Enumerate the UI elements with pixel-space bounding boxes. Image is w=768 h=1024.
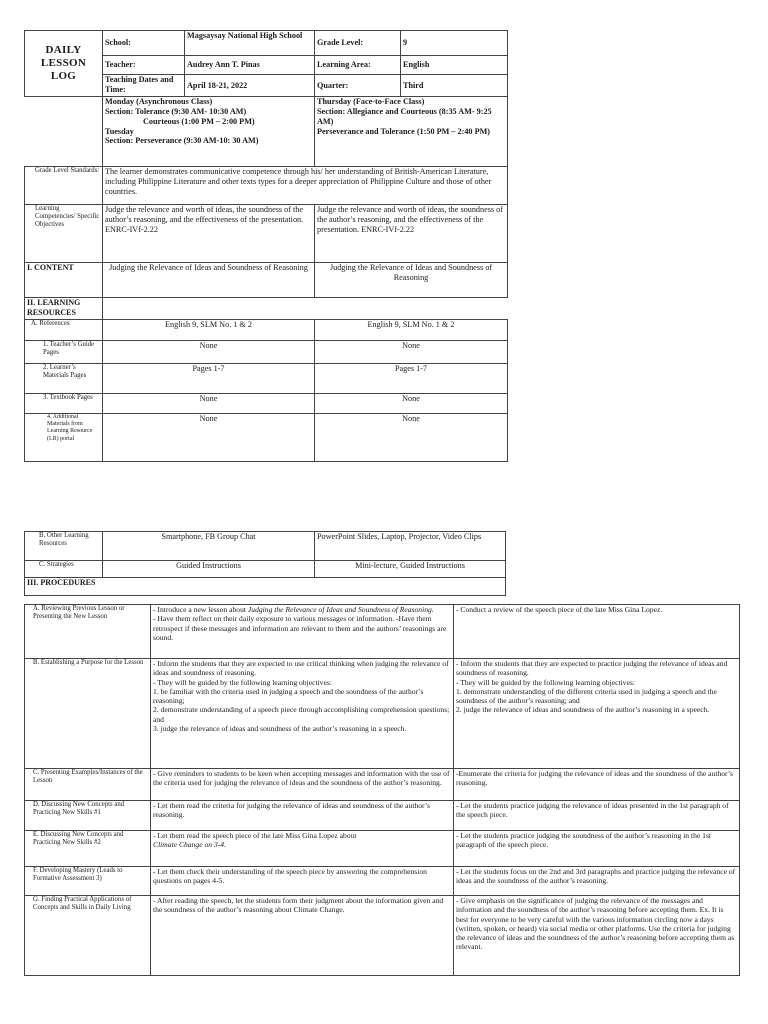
procedure-b-label: B. Establishing a Purpose for the Lesson [25, 659, 151, 769]
lesson-log-header-table [24, 30, 508, 462]
procedure-g-label: G. Finding Practical Applications of Concepts and Skills in Daily Living [25, 896, 151, 976]
procedure-d-label: D. Discussing New Concepts and Practicing New Skills #1 [25, 801, 151, 831]
content-label: I. CONTENT [25, 263, 103, 298]
teacher-guide-label: 1. Teacher’s Guide Pages [25, 341, 103, 364]
area-label: Learning Area: [315, 56, 401, 75]
teacher-label: Teacher: [103, 56, 185, 75]
quarter-label: Quarter: [315, 75, 401, 97]
school-label: School: [103, 31, 185, 56]
document-title: DAILY LESSON LOG [25, 31, 103, 97]
procedure-a-left: - Introduce a new lesson about Judging the Relevance of Ideas and Soundness of Reasoning. - Have them reflect on their daily exposure to various messages or information. -Have them retrospect if these messages and information are relevant to them and the authors’ reasonings are sound. [151, 605, 454, 659]
procedure-c-label: C. Presenting Examples/Instances of the Lesson [25, 769, 151, 801]
strategies-left: Guided Instructions [103, 561, 315, 578]
learner-materials-label: 2. Learner’s Materials Pages [25, 364, 103, 394]
procedure-c-right: -Enumerate the criteria for judging the relevance of ideas and the soundness of the author’s reasoning. [454, 769, 740, 801]
procedure-g-left: - After reading the speech, let the students form their judgment about the information given and the soundness of the author’s reasoning about Climate Change. [151, 896, 454, 976]
procedure-a-label: A. Reviewing Previous Lesson or Presenting the New Lesson [25, 605, 151, 659]
competencies-left: Judge the relevance and worth of ideas, the soundness of the author’s reasoning, and the effectiveness of the presentation. ENRC-IVf-2.22 [103, 205, 315, 263]
schedule-right: Thursday (Face-to-Face Class) Section: Allegiance and Courteous (8:35 AM- 9:25 AM) Perseverance and Tolerance (1:50 PM – 2:40 PM) [315, 97, 508, 167]
strategies-right: Mini-lecture, Guided Instructions [315, 561, 506, 578]
teacher-guide-right: None [315, 341, 508, 364]
procedure-e-left: - Let them read the speech piece of the late Miss Gina Lopez about Climate Change on 3-4. [151, 831, 454, 867]
standards-text: The learner demonstrates communicative competence through his/ her understanding of British-American Literature, including Philippine Literature and other texts types for a deeper appreciation of Philippine Culture and those of other countries. [103, 167, 508, 205]
procedure-d-left: - Let them read the criteria for judging the relevance of ideas and soundness of the author’s reasoning. [151, 801, 454, 831]
procedure-f-left: - Let them check their understanding of the speech piece by answering the comprehension questions on pages 4-5. [151, 867, 454, 896]
procedure-e-label: E. Discussing New Concepts and Practicing New Skills #2 [25, 831, 151, 867]
procedure-g-right: - Give emphasis on the significance of judging the relevance of the messages and information and the soundness of the author’s reasoning before accepting them. Ex. It is best for everyone to be very careful with the various information circling now a days (written, spoken, or heard) via social media or other platforms. Use the criteria for judging the relevance of ideas and the soundness of the author’s reasoning before accepting them as relevant. [454, 896, 740, 976]
procedures-table [24, 604, 740, 976]
other-resources-label: B. Other Learning Resources [25, 532, 103, 561]
procedure-f-label: F. Developing Mastery (Leads to Formative Assessment 3) [25, 867, 151, 896]
quarter-value: Third [401, 75, 508, 97]
content-right: Judging the Relevance of Ideas and Soundness of Reasoning [315, 263, 508, 298]
learner-materials-right: Pages 1-7 [315, 364, 508, 394]
other-resources-left: Smartphone, FB Group Chat [103, 532, 315, 561]
resources-strategies-table [24, 531, 506, 596]
procedure-a-right: - Conduct a review of the speech piece of the late Miss Gina Lopez. [454, 605, 740, 659]
additional-materials-left: None [103, 414, 315, 462]
additional-materials-right: None [315, 414, 508, 462]
grade-label: Grade Level: [315, 31, 401, 56]
textbook-left: None [103, 394, 315, 414]
schedule-left: Monday (Asynchronous Class) Section: Tolerance (9:30 AM- 10:30 AM) Courteous (1:00 PM – 2:00 PM) Tuesday Section: Perseverance (9:30 AM-10: 30 AM) [103, 97, 315, 167]
dates-label: Teaching Dates and Time: [103, 75, 185, 97]
procedure-d-right: - Let the students practice judging the relevance of ideas presented in the 1st paragraph of the speech piece. [454, 801, 740, 831]
references-label: A. References [25, 320, 103, 341]
textbook-label: 3. Textbook Pages [25, 394, 103, 414]
procedures-label: III. PROCEDURES [25, 578, 506, 596]
school-value: Magsaysay National High School [185, 31, 315, 56]
textbook-right: None [315, 394, 508, 414]
other-resources-right: PowerPoint Slides, Laptop, Projector, Video Clips [315, 532, 506, 561]
learner-materials-left: Pages 1-7 [103, 364, 315, 394]
procedure-c-left: - Give reminders to students to be keen when accepting messages and information with the use of the criteria used for judging the relevance of ideas and the soundness of the author’s reasoning. [151, 769, 454, 801]
procedure-f-right: - Let the students focus on the 2nd and 3rd paragraphs and practice judging the relevance of ideas and the soundness of the author’s reasoning. [454, 867, 740, 896]
competencies-label: Learning Competencies/ Specific Objectives [25, 205, 103, 263]
procedure-e-right: - Let the students practice judging the soundness of the author’s reasoning in the 1st paragraph of the speech piece. [454, 831, 740, 867]
additional-materials-label: 4. Additional Materials from Learning Resource (LR) portal [25, 414, 103, 462]
teacher-value: Audrey Ann T. Pinas [185, 56, 315, 75]
dates-value: April 18-21, 2022 [185, 75, 315, 97]
competencies-right: Judge the relevance and worth of ideas, the soundness of the author’s reasoning, and the effectiveness of the presentation. ENRC-IVf-2.22 [315, 205, 508, 263]
standards-label: Grade Level Standards: [25, 167, 103, 205]
procedure-b-right: - Inform the students that they are expected to practice judging the relevance of ideas and soundness of reasoning. - They will be guided by the following learning objectives: 1. demonstrate understanding of the different criteria used in judging a speech and the soundness of the author’s reasoning; and 2. judge the relevance of ideas and soundness of the author’s reasoning in a speech. [454, 659, 740, 769]
procedure-b-left: - Inform the students that they are expected to use critical thinking when judging the relevance of ideas and soundness of reasoning. - They will be guided by the following learning objectives: 1. be familiar with the criteria used in judging a speech and the soundness of the author’s reasoning; 2. demonstrate understanding of a speech piece through accomplishing comprehension questions; and 3. judge the relevance of ideas and soundness of the author’s reasoning in a speech. [151, 659, 454, 769]
content-left: Judging the Relevance of Ideas and Soundness of Reasoning [103, 263, 315, 298]
references-right: English 9, SLM No. 1 & 2 [315, 320, 508, 341]
strategies-label: C. Strategies [25, 561, 103, 578]
resources-label: II. LEARNING RESOURCES [25, 298, 103, 320]
teacher-guide-left: None [103, 341, 315, 364]
references-left: English 9, SLM No. 1 & 2 [103, 320, 315, 341]
grade-value: 9 [401, 31, 508, 56]
area-value: English [401, 56, 508, 75]
